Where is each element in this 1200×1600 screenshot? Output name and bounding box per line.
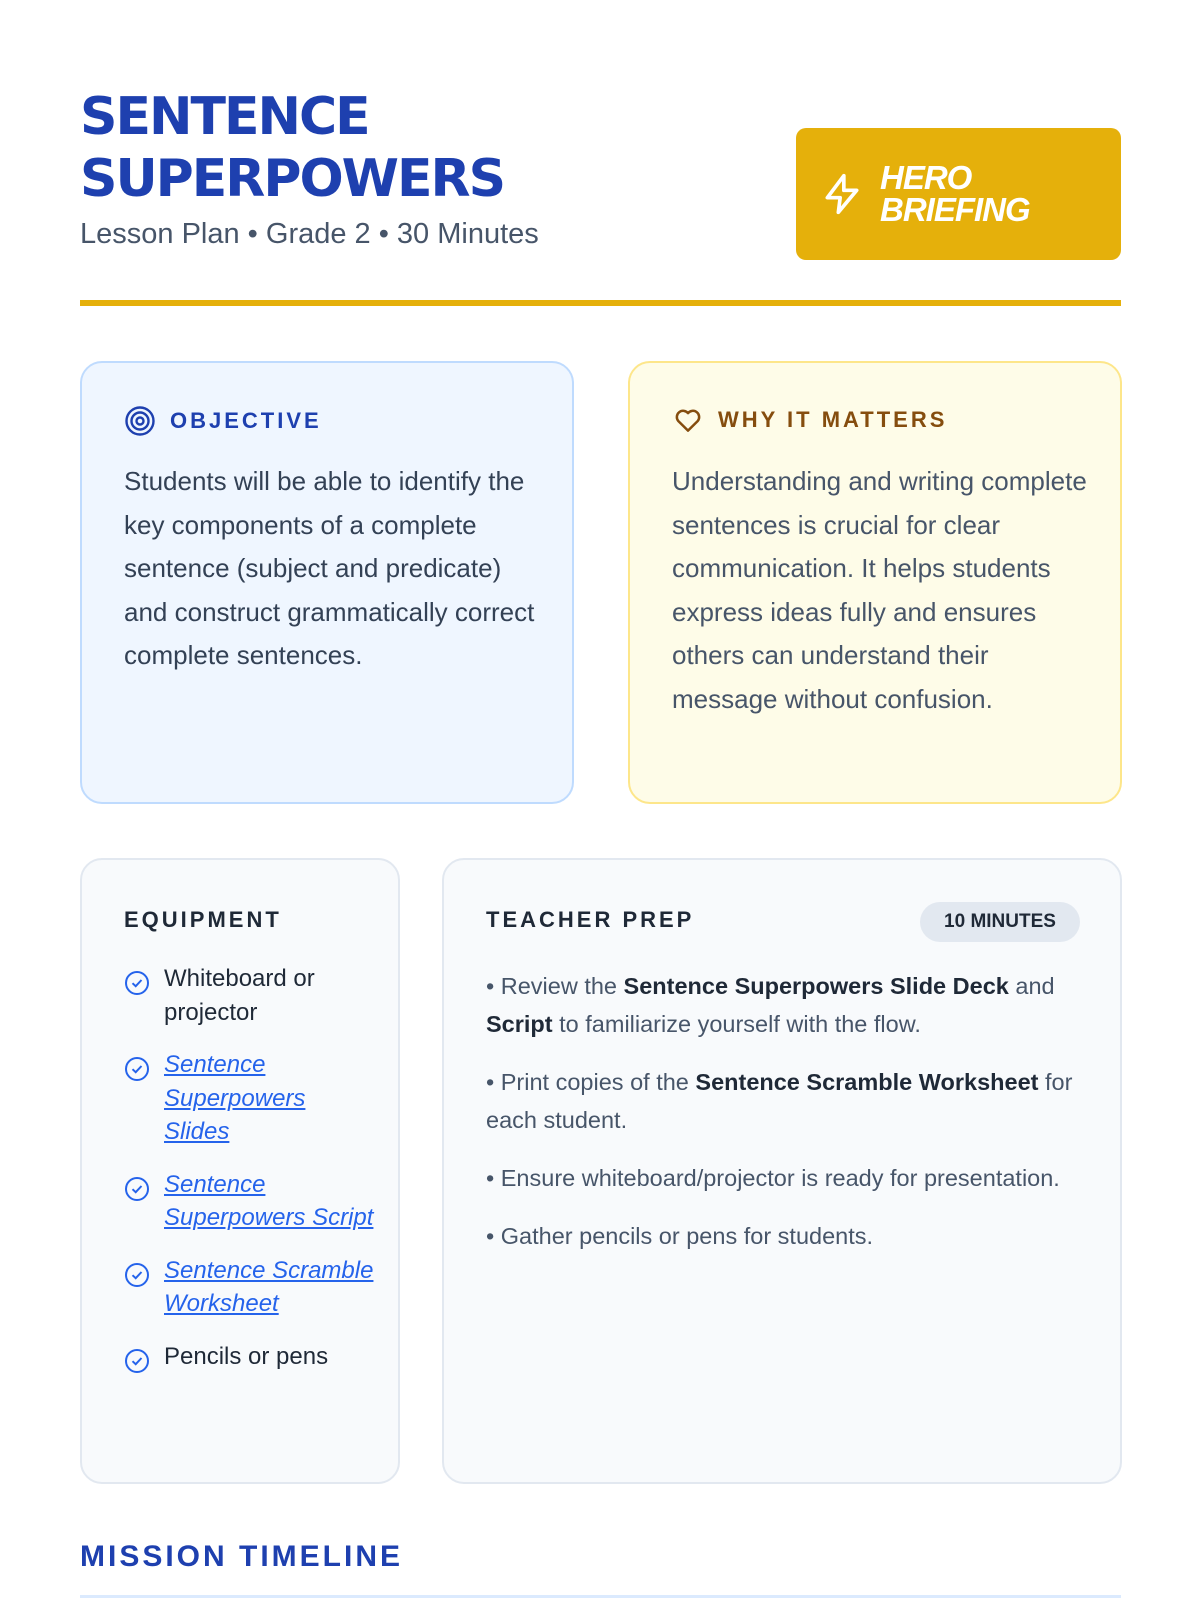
header-divider [80, 300, 1121, 306]
prep-item-text: to familiarize yourself with the flow. [552, 1011, 921, 1037]
worksheet-link[interactable]: Sentence Scramble Worksheet [164, 1256, 374, 1317]
check-circle-icon [124, 1262, 150, 1288]
check-circle-icon [124, 1176, 150, 1202]
why-label: WHY IT MATTERS [718, 407, 948, 432]
equipment-card [80, 858, 400, 1484]
prep-item-text: for each student. [486, 1069, 1073, 1133]
prep-item-bold-text: Sentence Scramble Worksheet [695, 1069, 1039, 1095]
prep-item-bold-text: Script [486, 1011, 553, 1037]
prep-item [486, 967, 1086, 1043]
objective-text: Students will be able to identify the key components of a complete sentence (subject and predicate) and construct grammatically correct complete sentences. [124, 466, 535, 670]
prep-item-text: and [1008, 973, 1055, 999]
objective-card [80, 361, 574, 804]
list-item [124, 1254, 374, 1321]
badge-label: HERO BRIEFING [880, 159, 1030, 228]
check-circle-icon [124, 970, 150, 996]
check-circle-icon [124, 1348, 150, 1374]
prep-duration-badge: 10 MINUTES [920, 902, 1080, 942]
page-title: SENTENCE SUPERPOWERS [80, 87, 505, 209]
hero-briefing-badge [796, 128, 1121, 260]
target-icon [124, 405, 156, 437]
equipment-label: EQUIPMENT [124, 907, 282, 932]
equipment-item-text: Whiteboard or projector [164, 965, 315, 1026]
objective-label: OBJECTIVE [170, 408, 322, 433]
teacher-prep-card [442, 858, 1122, 1484]
list-item [124, 962, 374, 1029]
check-circle-icon [124, 1056, 150, 1082]
script-link[interactable]: Sentence Superpowers Script [164, 1170, 374, 1231]
mission-timeline-heading: MISSION TIMELINE [80, 1540, 404, 1573]
slides-link[interactable]: Sentence Superpowers Slides [164, 1051, 306, 1145]
heart-icon [672, 405, 704, 435]
prep-item [486, 1159, 1086, 1197]
teacher-prep-label: TEACHER PREP [486, 907, 695, 932]
list-item [124, 1168, 374, 1235]
why-text: Understanding and writing complete sentences is crucial for clear communication. It helps students express ideas fully and ensures others can understand their message without confusion. [672, 466, 1087, 714]
equipment-item-text: Pencils or pens [164, 1342, 329, 1370]
why-header [672, 405, 947, 435]
prep-item [486, 1217, 1086, 1255]
list-item [124, 1340, 374, 1374]
prep-item-text: • Gather pencils or pens for students. [486, 1223, 874, 1249]
mission-divider [80, 1595, 1121, 1598]
why-it-matters-card [628, 361, 1122, 804]
objective-header [124, 405, 322, 437]
prep-item-text: • Review the [486, 973, 624, 999]
page-subtitle: Lesson Plan • Grade 2 • 30 Minutes [80, 218, 539, 250]
list-item [124, 1048, 374, 1149]
prep-item [486, 1063, 1086, 1139]
prep-list [486, 967, 1086, 1275]
prep-item-text: • Print copies of the [486, 1069, 696, 1095]
equipment-list [124, 962, 374, 1393]
prep-item-text: • Ensure whiteboard/projector is ready for presentation. [486, 1165, 1060, 1191]
lightning-icon [820, 172, 864, 216]
prep-item-bold-text: Sentence Superpowers Slide Deck [623, 973, 1009, 999]
